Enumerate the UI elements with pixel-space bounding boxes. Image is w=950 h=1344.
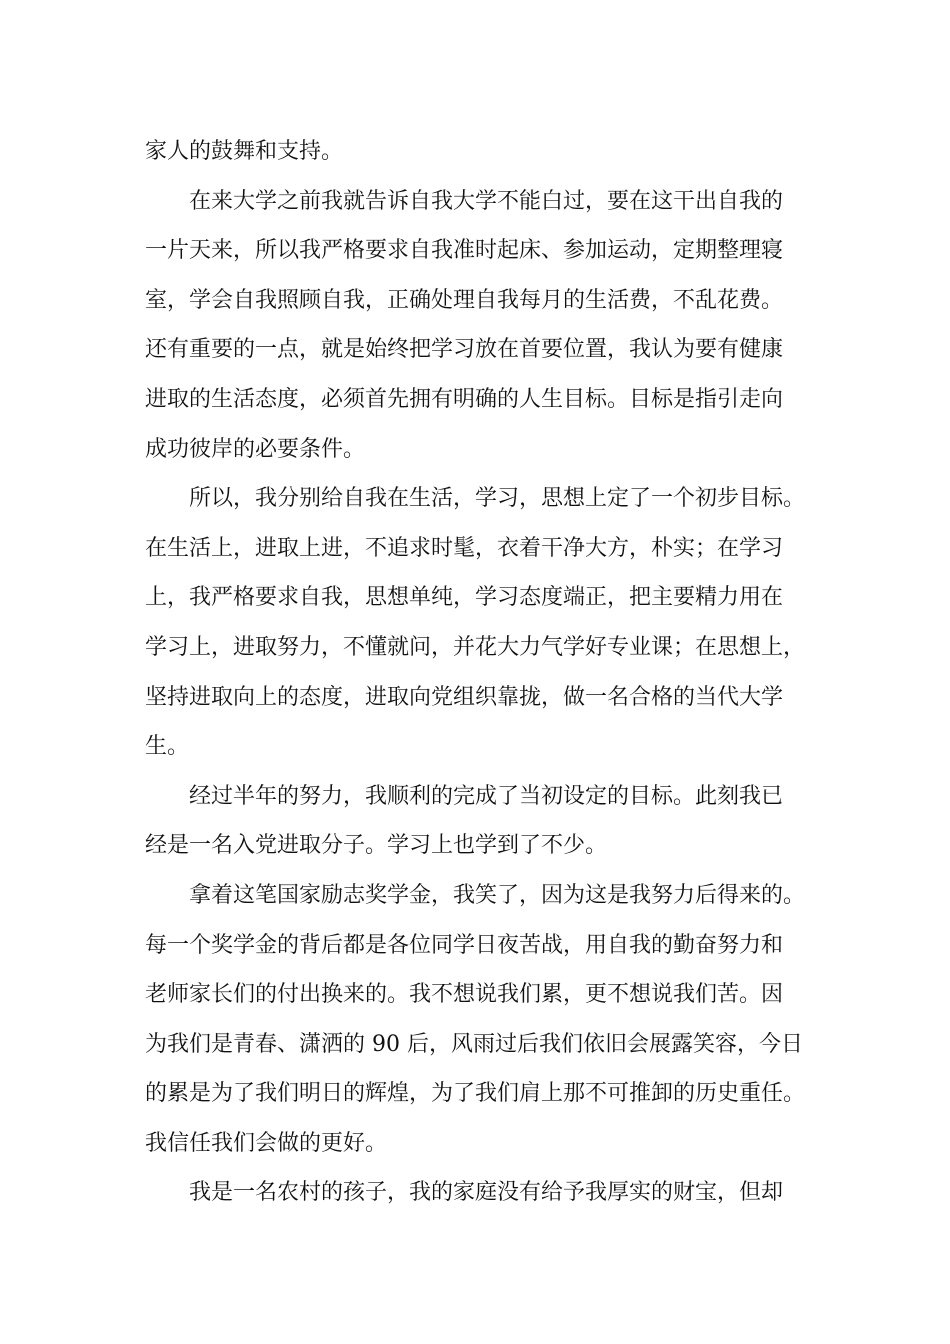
text-line: 坚持进取向上的态度，进取向党组织靠拢，做一名合格的当代大学 — [145, 684, 784, 710]
paragraph-first-line: 拿着这笔国家励志奖学金，我笑了，因为这是我努力后得来的。 — [189, 882, 806, 908]
text-line: 一片天来，所以我严格要求自我准时起床、参加运动，定期整理寝 — [145, 238, 784, 264]
text-line: 的累是为了我们明日的辉煌，为了我们肩上那不可推卸的历史重任。 — [145, 1081, 806, 1107]
text-line: 还有重要的一点，就是始终把学习放在首要位置，我认为要有健康 — [145, 337, 784, 363]
text-line: 每一个奖学金的背后都是各位同学日夜苦战，用自我的勤奋努力和 — [145, 932, 784, 958]
text-line: 在生活上，进取上进，不追求时髦，衣着干净大方，朴实；在学习 — [145, 535, 784, 561]
text-line: 进取的生活态度，必须首先拥有明确的人生目标。目标是指引走向 — [145, 386, 784, 412]
text-line: 上，我严格要求自我，思想单纯，学习态度端正，把主要精力用在 — [145, 585, 784, 611]
text-line: 我信任我们会做的更好。 — [145, 1130, 388, 1156]
paragraph-first-line: 所以，我分别给自我在生活，学习，思想上定了一个初步目标。 — [189, 486, 806, 512]
text-line: 学习上，进取努力，不懂就问，并花大力气学好专业课；在思想上， — [145, 634, 806, 660]
text-line: 室，学会自我照顾自我，正确处理自我每月的生活费，不乱花费。 — [145, 287, 784, 313]
paragraph-first-line: 在来大学之前我就告诉自我大学不能白过，要在这干出自我的 — [189, 188, 784, 214]
text-line: 生。 — [145, 734, 190, 760]
text-line: 为我们是青春、潇洒的 90 后，风雨过后我们依旧会展露笑容，今日 — [145, 1031, 803, 1057]
body-text — [145, 127, 825, 1218]
text-line: 经是一名入党进取分子。学习上也学到了不少。 — [145, 833, 608, 859]
text-line: 家人的鼓舞和支持。 — [145, 139, 344, 164]
paragraph-first-line: 我是一名农村的孩子，我的家庭没有给予我厚实的财宝，但却 — [189, 1180, 784, 1206]
text-line: 老师家长们的付出换来的。我不想说我们累，更不想说我们苦。因 — [145, 982, 784, 1008]
text-line: 成功彼岸的必要条件。 — [145, 436, 366, 462]
paragraph-first-line: 经过半年的努力，我顺利的完成了当初设定的目标。此刻我已 — [189, 783, 784, 809]
